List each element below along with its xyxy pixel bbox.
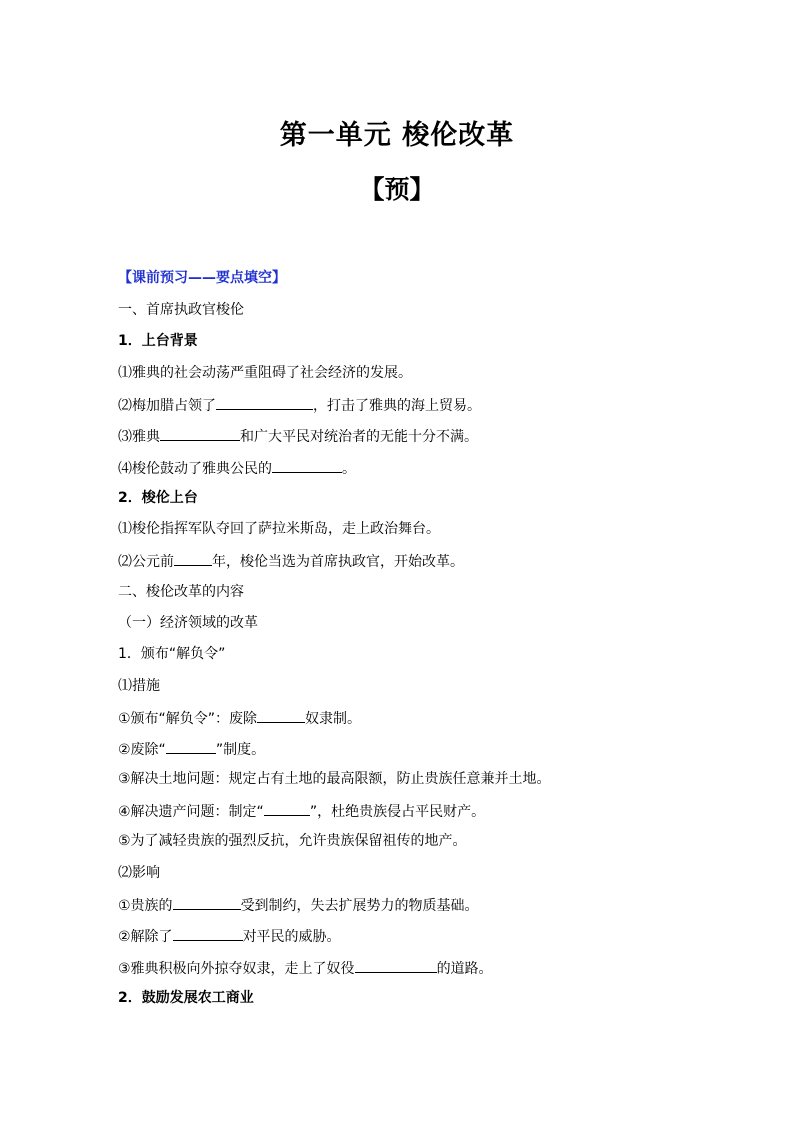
text-segment: 受到制约，失去扩展势力的物质基础。 [240,898,479,914]
text-segment: 。 [342,461,356,477]
subheading-rise: 2．梭伦上台 [118,490,198,506]
fill-line [118,801,485,821]
blank-field[interactable] [257,708,305,723]
blank-field[interactable] [173,926,243,941]
blank-field[interactable] [160,426,240,441]
heading-measures: ⑴措施 [118,678,160,694]
fill-line [118,926,341,946]
blank-field[interactable] [173,895,241,910]
subheading-encourage: 2．鼓励发展农工商业 [118,990,254,1006]
text-line: ⑴雅典的社会动荡严重阻碍了社会经济的发展。 [118,365,412,381]
section-heading: 【课前预习——要点填空】 [118,270,286,286]
text-segment: ”制度。 [215,742,266,758]
fill-line [118,739,265,759]
text-segment: 的道路。 [436,961,493,977]
page-title: 第一单元 梭伦改革 [279,120,515,151]
fill-line [118,708,361,728]
fill-line [118,551,464,571]
text-segment: ②废除“ [118,742,166,758]
blank-field[interactable] [264,801,310,816]
text-segment: ②解除了 [118,929,173,945]
text-segment: 和广大平民对统治者的无能十分不满。 [240,429,478,445]
text-segment: ”，杜绝贵族侵占平民财产。 [309,804,486,820]
blank-field[interactable] [166,739,216,754]
fill-line [118,458,356,478]
text-segment: ⑶雅典 [118,429,160,445]
heading-economic-reform: （一）经济领域的改革 [118,615,258,631]
blank-field[interactable] [216,395,313,410]
subheading-background: 1．上台背景 [118,333,198,349]
fill-line [118,426,478,446]
heading-part-2: 二、梭伦改革的内容 [118,584,244,600]
text-segment: ⑷梭伦鼓动了雅典公民的 [118,461,272,477]
text-segment: 年，梭伦当选为首席执政官，开始改革。 [212,554,464,570]
heading-part-1: 一、首席执政官梭伦 [118,302,244,318]
text-segment: 对平民的威胁。 [242,929,341,945]
blank-field[interactable] [272,458,342,473]
text-segment: ⑵公元前 [118,554,174,570]
text-line: ⑤为了减轻贵族的强烈反抗，允许贵族保留祖传的地产。 [118,833,467,849]
text-segment: ③雅典积极向外掠夺奴隶，走上了奴役 [118,961,355,977]
text-segment: ，打击了雅典的海上贸易。 [313,398,481,414]
blank-field[interactable] [174,551,212,566]
text-line: ③解决土地问题：规定占有土地的最高限额，防止贵族任意兼并土地。 [118,771,551,787]
text-segment: ①颁布“解负令”：废除 [118,711,258,727]
text-line: ⑴梭伦指挥军队夺回了萨拉米斯岛，走上政治舞台。 [118,521,440,537]
fill-line [118,895,479,915]
fill-line [118,395,481,415]
text-segment: ①贵族的 [118,898,173,914]
text-segment: ④解决遗产问题：制定“ [118,804,264,820]
blank-field[interactable] [355,958,437,973]
text-segment: 奴隶制。 [305,711,362,727]
page-subtitle: 【预】 [359,175,435,204]
fill-line [118,958,493,978]
subheading-decree: 1．颁布“解负令” [118,646,226,662]
heading-impact: ⑵影响 [118,865,160,881]
text-segment: ⑵梅加腊占领了 [118,398,216,414]
